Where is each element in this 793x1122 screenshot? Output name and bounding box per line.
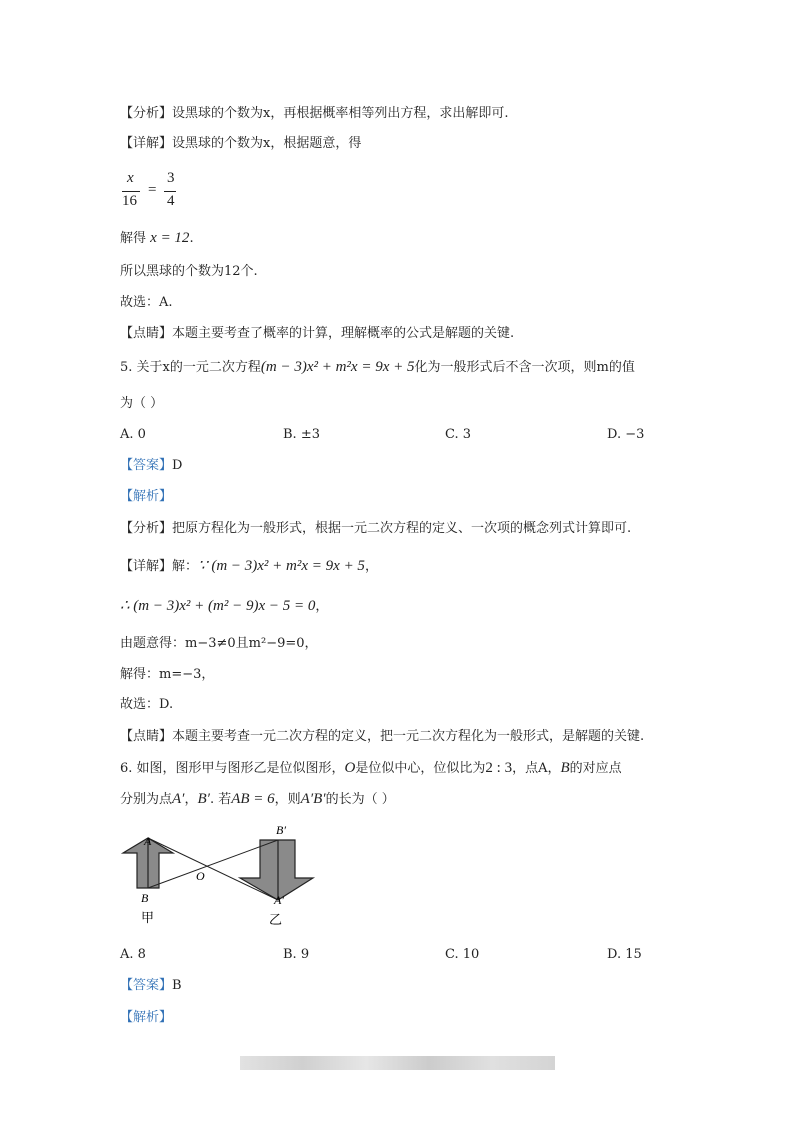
label-a: A <box>144 834 152 848</box>
q6-sep: ， <box>184 792 198 807</box>
q6-then: ，则 <box>274 792 301 807</box>
q5-option-a: A. 0 <box>120 427 146 442</box>
q5-stem-line2: 为（ ） <box>120 396 164 411</box>
q6-end: 的长为（ ） <box>325 792 395 807</box>
q5-step3: 由题意得：m−3≠0且m²−9=0， <box>120 636 318 651</box>
answer-value: D <box>172 458 183 473</box>
q5-detail <box>120 556 378 577</box>
q4-comment <box>120 324 514 344</box>
q6-stem-b: B <box>560 760 570 776</box>
q4-detail <box>120 134 361 154</box>
frac-right-bar <box>164 191 176 192</box>
q6-option-d: D. 15 <box>607 947 642 962</box>
q5-stem <box>120 357 635 378</box>
label-b: B <box>141 891 149 905</box>
label-yi: 乙 <box>269 913 283 928</box>
step2-end: ， <box>315 599 329 614</box>
answer-value: B <box>172 978 182 993</box>
q4-fraction-equation <box>120 170 190 214</box>
q6-b-prime: B′ <box>197 791 210 807</box>
q5-analysis <box>120 519 631 539</box>
q6-stem-prefix: 6. 如图，图形甲与图形乙是位似图形， <box>120 761 345 776</box>
detail-tag: 【详解】 <box>120 136 173 151</box>
q5-option-c: C. 3 <box>445 427 472 442</box>
q4-choice: 故选：A. <box>120 295 173 310</box>
q6-option-b: B. 9 <box>283 947 310 962</box>
q5-answer <box>120 456 182 476</box>
comment-text: 本题主要考查了概率的计算，理解概率的公式是解题的关键. <box>172 326 515 341</box>
q4-analysis <box>120 104 508 124</box>
analysis-tag: 【分析】 <box>120 106 173 121</box>
solve-math: x = 12 <box>150 230 190 246</box>
q6-ab-prefix: . 若 <box>209 792 232 807</box>
q5-step4: 解得：m=−3， <box>120 667 215 682</box>
frac-left-bar <box>122 191 140 192</box>
q6-jiexi: 【解析】 <box>120 1010 173 1025</box>
q6-stem-tail2: 的对应点 <box>569 761 622 776</box>
detail-text: 解： <box>172 559 199 574</box>
homothety-figure <box>120 818 320 930</box>
q5-option-d: D. −3 <box>607 427 645 442</box>
frac-right-numerator: 3 <box>167 170 175 186</box>
label-a-prime: A′ <box>274 893 284 907</box>
q6-stem-line2 <box>120 789 395 810</box>
detail-text: 设黑球的个数为x，根据题意，得 <box>172 136 362 151</box>
detail-tag: 【详解】 <box>120 559 173 574</box>
q6-stem-o: O <box>344 760 356 776</box>
frac-left-denominator: 16 <box>122 193 137 209</box>
analysis-text: 把原方程化为一般形式，根据一元二次方程的定义、一次项的概念列式计算即可. <box>172 521 632 536</box>
shape-yi <box>240 840 313 900</box>
q5-option-b: B. ±3 <box>283 427 320 442</box>
frac-left-numerator: x <box>127 170 134 186</box>
q5-choice: 故选：D. <box>120 697 174 712</box>
q6-option-c: C. 10 <box>445 947 480 962</box>
q6-stem-mid: 是位似中心，位似比为 <box>355 761 486 776</box>
comment-tag: 【点睛】 <box>120 326 173 341</box>
q6-ab-prime: A′B′ <box>300 791 326 807</box>
analysis-text: 设黑球的个数为x，再根据概率相等列出方程，求出解即可. <box>172 106 509 121</box>
q6-stem <box>120 758 622 779</box>
q5-stem-prefix: 5. 关于x的一元二次方程 <box>120 360 261 375</box>
label-o: O <box>196 869 205 883</box>
q6-answer <box>120 976 182 996</box>
q5-stem-suffix: 化为一般形式后不含一次项，则m的值 <box>414 360 635 375</box>
q6-stem-ratio: 2 : 3 <box>485 760 513 776</box>
comment-text: 本题主要考查一元二次方程的定义，把一元二次方程化为一般形式，是解题的关键. <box>172 729 645 744</box>
q4-solve <box>120 228 194 249</box>
q4-conclusion: 所以黑球的个数为12个. <box>120 264 258 279</box>
step2-equation: ∴ (m − 3)x² + (m² − 9)x − 5 = 0 <box>120 598 316 614</box>
analysis-tag: 【分析】 <box>120 521 173 536</box>
q6-option-a: A. 8 <box>120 947 146 962</box>
comment-tag: 【点睛】 <box>120 729 173 744</box>
q6-ab-math: AB = 6 <box>231 791 275 807</box>
answer-tag: 【答案】 <box>120 978 173 993</box>
q6-stem-tail: ，点A， <box>512 761 561 776</box>
frac-equals: = <box>148 182 157 198</box>
detail-equation: ∵ (m − 3)x² + m²x = 9x + 5 <box>198 558 365 574</box>
q6-a-prime: A′ <box>172 791 185 807</box>
frac-right-denominator: 4 <box>167 193 175 209</box>
label-b-prime: B′ <box>276 823 286 837</box>
q5-comment <box>120 727 644 747</box>
solve-prefix: 解得 <box>120 231 147 246</box>
q5-stem-equation: (m − 3)x² + m²x = 9x + 5 <box>260 359 415 375</box>
blurred-footer-watermark <box>240 1056 555 1070</box>
answer-tag: 【答案】 <box>120 458 173 473</box>
label-jia: 甲 <box>141 911 155 926</box>
solve-suffix: . <box>189 231 194 246</box>
q5-jiexi: 【解析】 <box>120 489 173 504</box>
q6-line2-prefix: 分别为点 <box>120 792 173 807</box>
q5-step2 <box>120 596 328 617</box>
detail-end: ， <box>364 559 378 574</box>
